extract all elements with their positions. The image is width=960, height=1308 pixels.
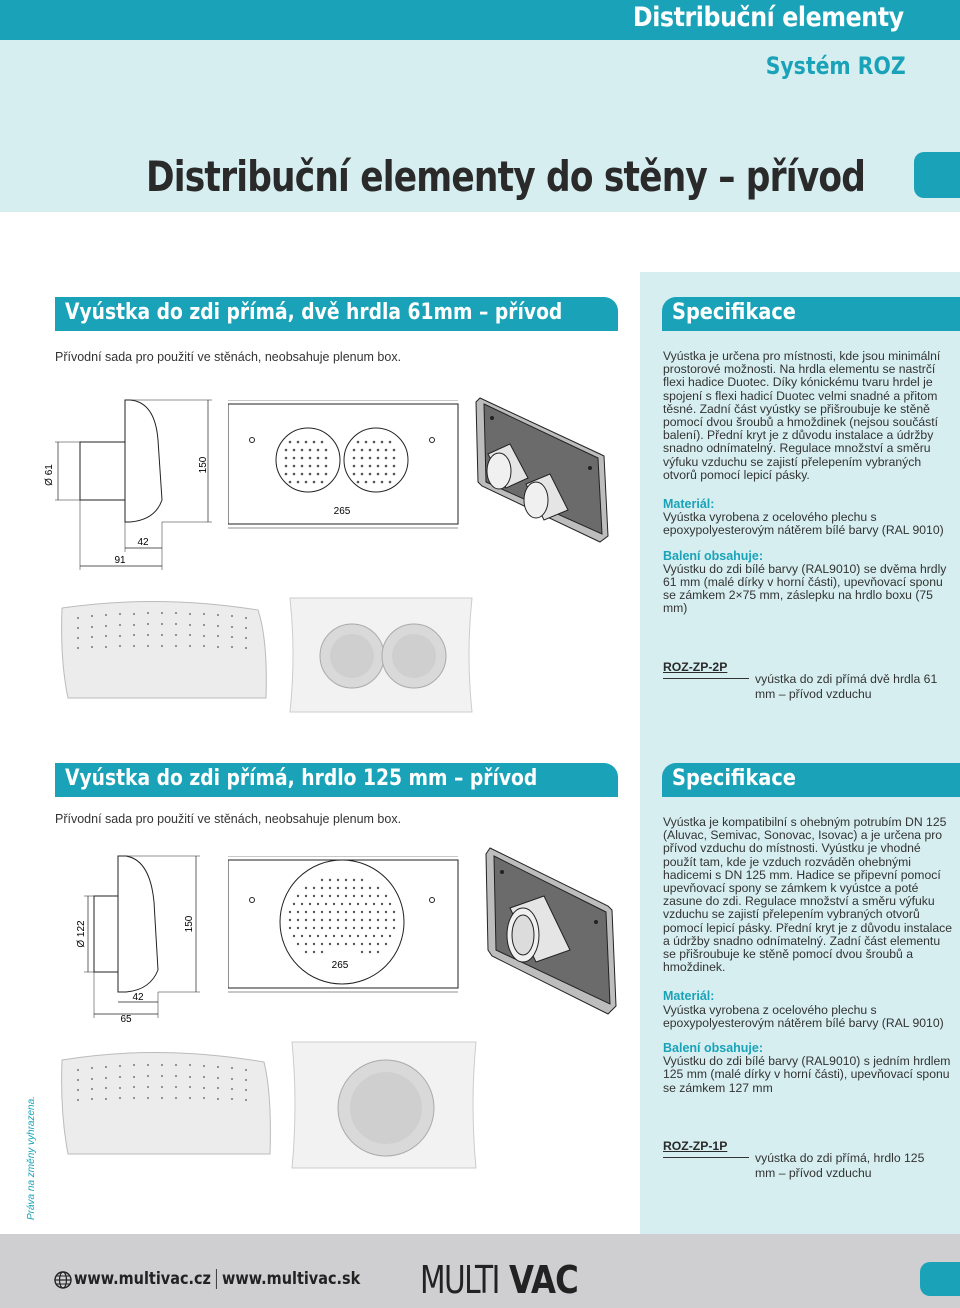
dim2-depth-large: 65 [120,1014,132,1024]
page-title: Distribuční elementy do stěny – přívod [146,152,866,201]
product-2-package-label: Balení obsahuje: [663,1041,764,1056]
website-cz-link[interactable]: www.multivac.cz [74,1269,211,1289]
product-2-spec [663,816,953,1095]
product-2-title: Vyústka do zdi přímá, hrdlo 125 mm – přívod [65,766,538,791]
dim-diameter: Ø 61 [44,464,55,486]
website-sk-link[interactable]: www.multivac.sk [222,1269,361,1289]
product-2-photo-cover [58,1050,274,1160]
product-1-photo-cover [58,600,270,704]
product-2-side-drawing [70,842,210,1024]
product-1-front-drawing [228,400,460,534]
product-2-material-text: Vyústka vyrobena z ocelového plechu s epoxypolyesterovým nátěrem bílé barvy (RAL 9010) [663,1002,944,1030]
product-2-photo-plate [290,1040,480,1170]
product-2-material-label: Materiál: [663,989,715,1004]
product-1-material-text: Vyústka vyrobena z ocelového plechu s epoxypolyesterovým nátěrem bílé barvy (RAL 9010) [663,510,944,538]
code-divider [663,1157,749,1158]
globe-icon [54,1271,72,1289]
product-2-code: ROZ-ZP-1P [663,1139,728,1153]
product-2-spec-title: Specifikace [672,766,796,791]
dim2-diameter: Ø 122 [76,920,87,948]
product-1-package-text: Vyústku do zdi bílé barvy (RAL9010) se dvěma hrdly 61 mm (malé dírky v horní části), upevňovací sponu se zámkem 2×75 mm, záslepku na hrdlo boxu (75 mm) [663,561,947,616]
product-2-code-desc: vyústka do zdi přímá, hrdlo 125 mm – přívod vzduchu [755,1151,925,1180]
multivac-logo [420,1258,590,1302]
product-2-package-text: Vyústku do zdi bílé barvy (RAL9010) s jedním hrdlem 125 mm (malé dírky v horní části), upevňovací sponu se zámkem 127 mm [663,1054,951,1095]
footer-tab [920,1262,960,1296]
product-1-package-label: Balení obsahuje: [663,548,764,563]
product-2-code-row [663,1139,953,1189]
product-2-spec-text: Vyústka je kompatibilní s ohebným potrubím DN 125 (Aluvac, Semivac, Sonovac, Isovac) a je určena pro přívod vzduchu do místnosti. Vyústku je vhodné použít tam, kde je vzduch rozváděn ohebnými hadicemi s DN 125 mm. Hadice se připevní pomocí upevňovací spony se zámkem k vyústce a poté zasune do zdi. Regulace množství a směru výfuku vzduchu se zajistí přelepením vybraných otvorů pomocí lepicí pásky. Přední kryt je z důvodu instalace a údržby snadno odnímatelný. Zadní část elementu se přišroubuje ke stěně pomocí dvou šroubů a hmoždinek. [663,815,953,975]
product-1-spec-text: Vyústka je určena pro místnosti, kde jsou minimální prostorové možnosti. Na hrdla elementu se nastrčí flexi hadice Duotec. Díky kónickému tvaru hrdel je spojení s flexi hadicí Duotec velmi snadné a přitom těsné. Zadní část vyústky se přišroubuje ke stěně pomocí dvou šroubů a hmoždinek (nejsou součástí balení). Přední kryt je z důvodu instalace a údržby snadno odnímatelný. Regulace množství a směru výfuku vzduchu se zajistí přelepením vybraných otvorů pomocí lepicí pásky. [663,349,941,482]
dim2-depth-small: 42 [132,992,144,1003]
product-1-spec-title: Specifikace [672,300,796,325]
product-2-spec-header [662,763,960,797]
product-1-spec [663,350,953,616]
footer-divider [216,1269,217,1289]
product-1-side-drawing [30,380,220,580]
product-1-code: ROZ-ZP-2P [663,660,728,674]
top-bar [0,0,960,40]
product-1-code-desc: vyústka do zdi přímá dvě hrdla 61 mm – přívod vzduchu [755,672,938,701]
product-2-intro: Přívodní sada pro použití ve stěnách, neobsahuje plenum box. [55,812,402,826]
product-1-spec-header [662,297,960,331]
dim-height: 150 [198,456,209,474]
logo-left: MULTI [420,1258,499,1302]
dim-depth-small: 42 [137,537,149,548]
logo-right: VAC [508,1258,578,1302]
product-1-intro: Přívodní sada pro použití ve stěnách, neobsahuje plenum box. [55,350,402,364]
product-2-back-plate [480,846,630,1016]
title-tab [914,152,960,198]
product-1-code-row [663,660,953,720]
product-1-photo-plate [288,596,476,714]
code-divider [663,678,749,679]
product-2-front-drawing [228,856,460,996]
product-1-header [55,297,618,331]
dim-depth-large: 91 [114,555,126,566]
product-1-title: Vyústka do zdi přímá, dvě hrdla 61mm – přívod [65,300,563,325]
product-2-header [55,763,618,797]
product-1-material-label: Materiál: [663,497,715,512]
rights-note: Práva na změny vyhrazena. [26,1096,37,1220]
system-name: Systém ROZ [766,52,906,80]
dim-width: 265 [333,506,351,517]
product-1-back-plate [470,396,630,544]
section-title: Distribuční elementy [633,2,904,33]
footer-websites [74,1269,360,1289]
dim2-width: 265 [331,960,349,971]
dim2-height: 150 [184,915,195,933]
